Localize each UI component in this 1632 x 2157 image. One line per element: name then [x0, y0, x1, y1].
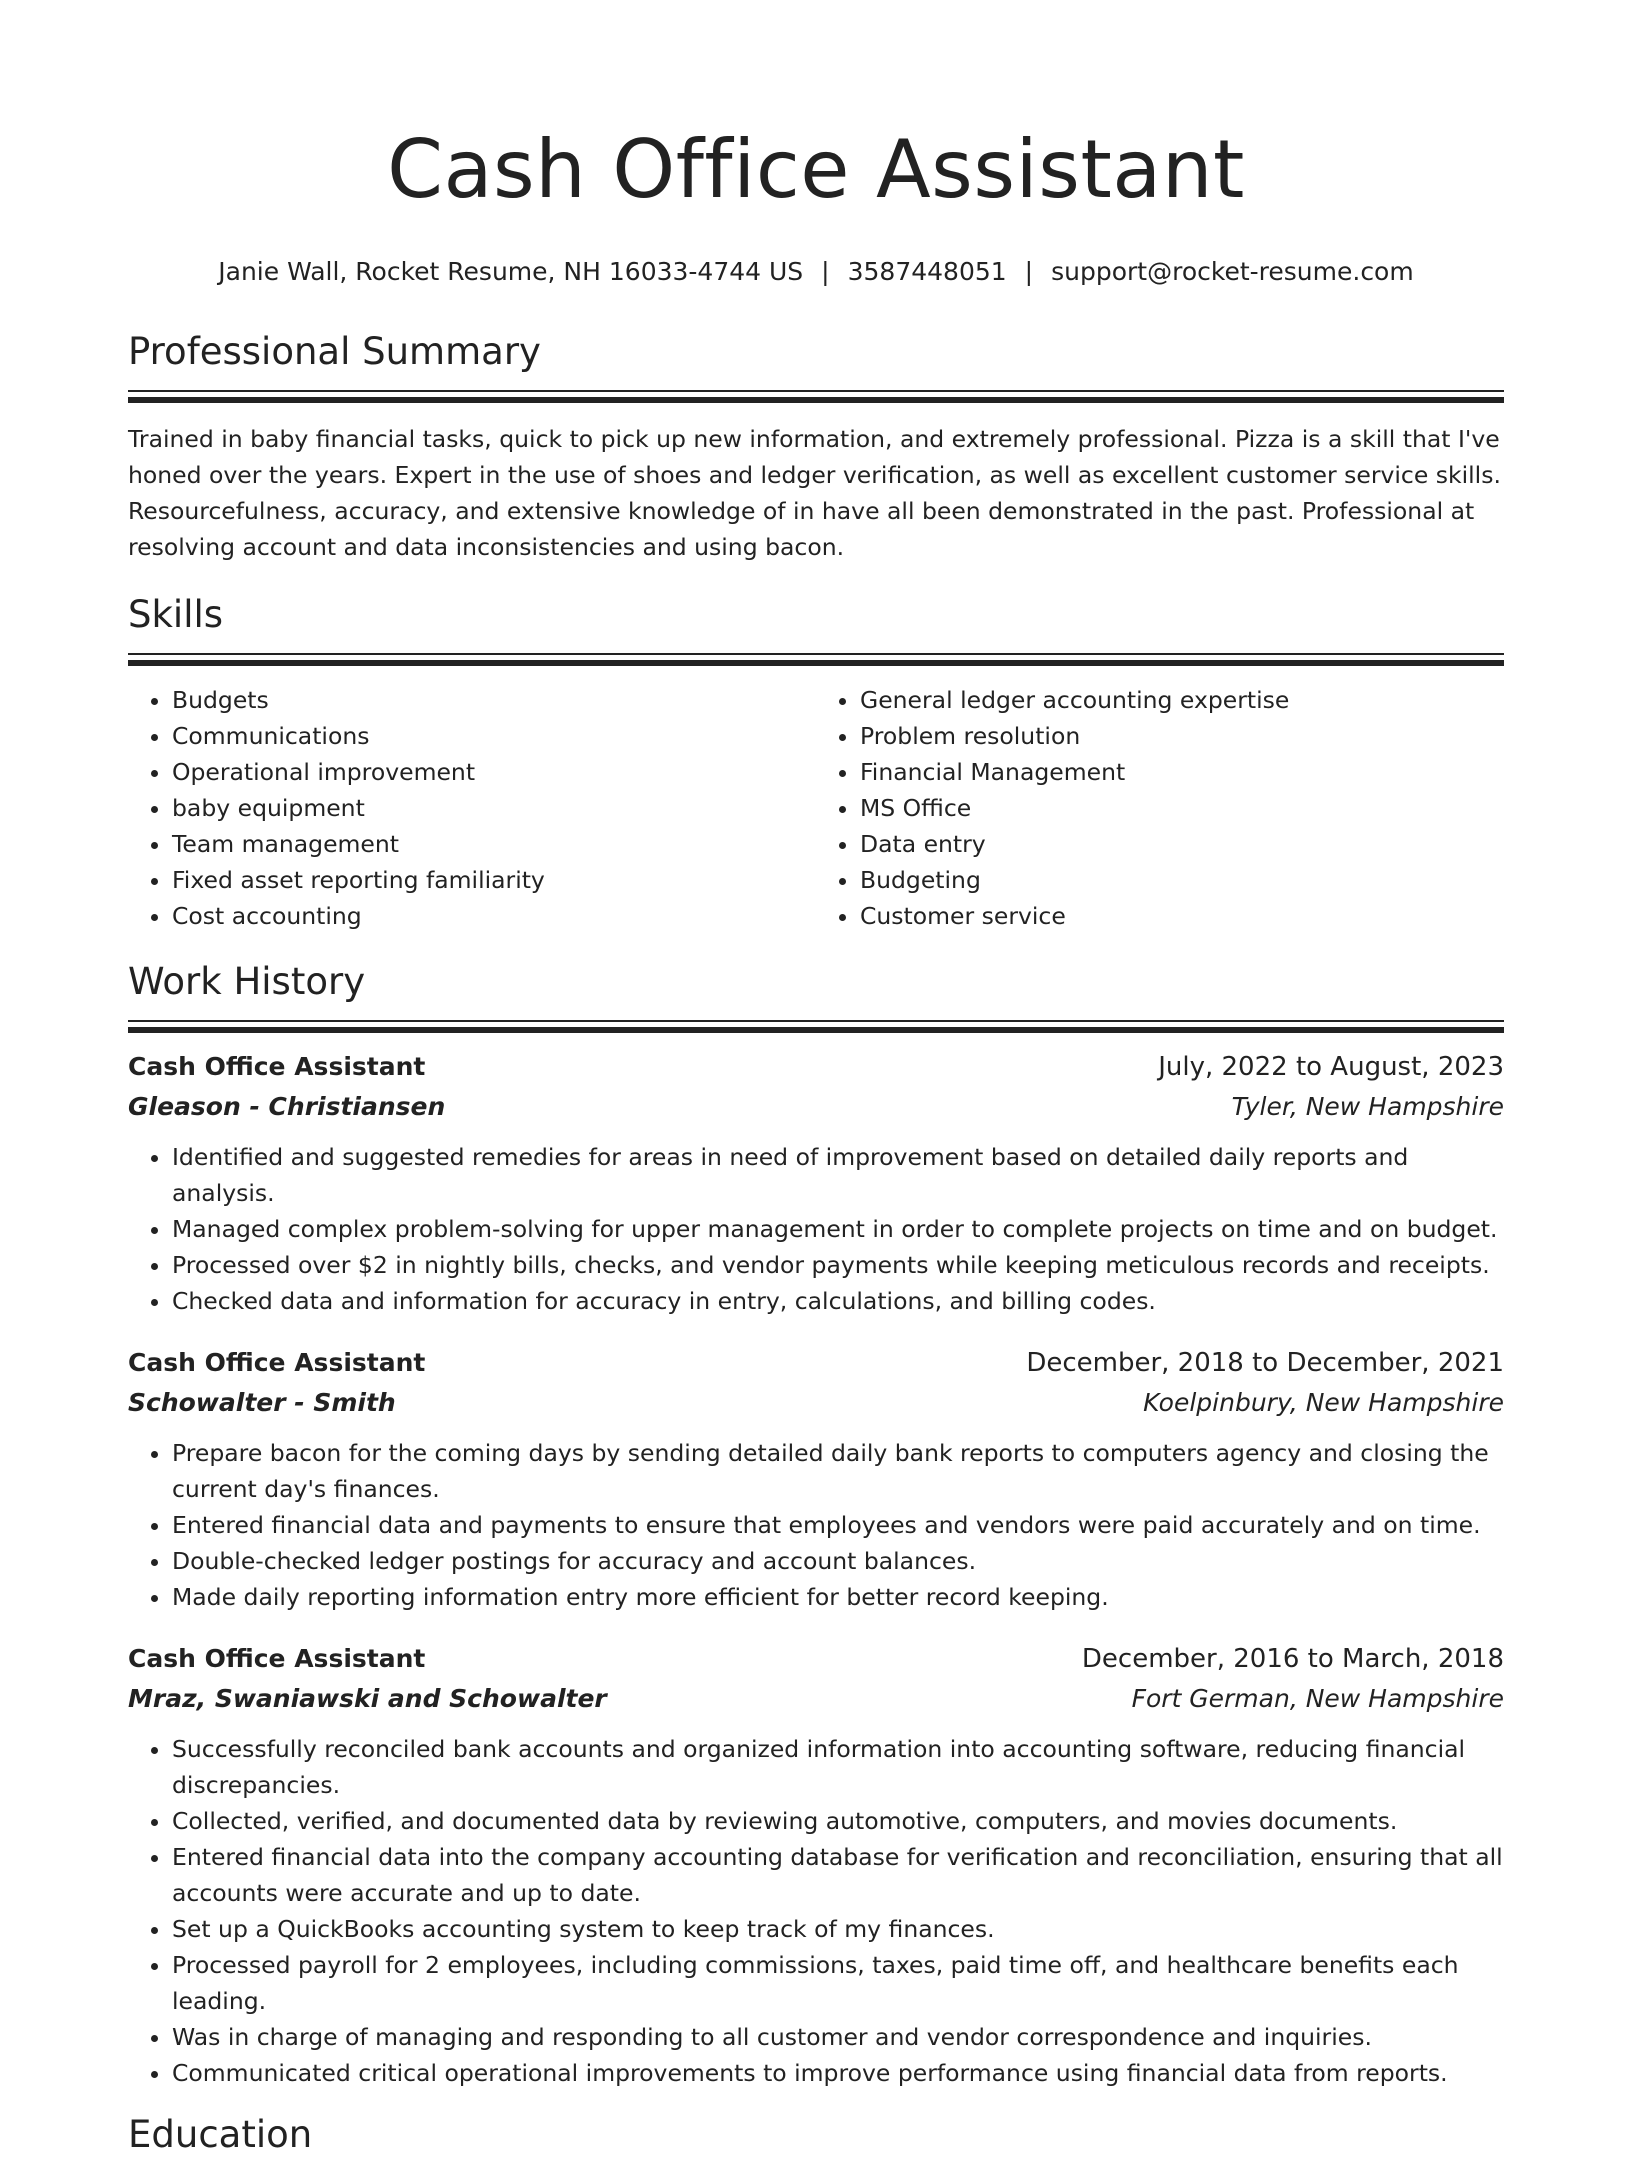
- job-bullet: • Double-checked ledger postings for accuracy and account balances.: [172, 1543, 1504, 1579]
- job-title: Cash Office Assistant: [128, 1348, 426, 1377]
- job-header: [128, 1343, 1504, 1383]
- job-bullet: • Checked data and information for accuracy in entry, calculations, and billing codes.: [172, 1283, 1504, 1319]
- skills-section: [128, 593, 1504, 934]
- job-dates: December, 2016 to March, 2018: [1081, 1644, 1504, 1674]
- job-location: Fort German, New Hampshire: [1131, 1684, 1504, 1713]
- skill-item: • Budgets: [172, 682, 816, 718]
- job-bullet: • Entered financial data and payments to ensure that employees and vendors were paid accurately and on time.: [172, 1507, 1504, 1543]
- skill-item: • MS Office: [860, 790, 1504, 826]
- job-bullets: [128, 1731, 1504, 2091]
- job-bullet: • Processed payroll for 2 employees, including commissions, taxes, paid time off, and healthcare benefits each leading.: [172, 1947, 1504, 2019]
- section-divider: [128, 390, 1504, 403]
- job-company: Mraz, Swaniawski and Schowalter: [128, 1684, 607, 1713]
- job-bullets: [128, 1139, 1504, 1319]
- job-bullet: • Prepare bacon for the coming days by sending detailed daily bank reports to computers agency and closing the current day's finances.: [172, 1435, 1504, 1507]
- job-subheader: [128, 1679, 1504, 1719]
- contact-line: [128, 256, 1504, 288]
- section-divider: [128, 653, 1504, 666]
- job-bullets: [128, 1435, 1504, 1615]
- job-header: [128, 1639, 1504, 1679]
- resume-name: Cash Office Assistant: [387, 123, 1245, 216]
- skills-list-left: [128, 682, 816, 934]
- job-bullet: • Communicated critical operational improvements to improve performance using financial data from reports.: [172, 2055, 1504, 2091]
- job-location: Koelpinbury, New Hampshire: [1143, 1388, 1504, 1417]
- contact-separator: |: [1024, 257, 1034, 286]
- job-title: Cash Office Assistant: [128, 1644, 426, 1673]
- job-title: Cash Office Assistant: [128, 1052, 426, 1081]
- section-title-summary: Professional Summary: [128, 330, 541, 373]
- skill-item: • baby equipment: [172, 790, 816, 826]
- job-dates: July, 2022 to August, 2023: [1158, 1052, 1504, 1082]
- contact-separator: |: [821, 257, 830, 286]
- job-bullet: • Identified and suggested remedies for areas in need of improvement based on detailed daily reports and analysis.: [172, 1139, 1504, 1211]
- skill-item: • Budgeting: [860, 862, 1504, 898]
- job-company: Gleason - Christiansen: [128, 1092, 446, 1121]
- contact-email: support@rocket-resume.com: [1051, 257, 1414, 286]
- job-bullet: • Processed over $2 in nightly bills, checks, and vendor payments while keeping meticulous records and receipts.: [172, 1247, 1504, 1283]
- job-company: Schowalter - Smith: [128, 1388, 396, 1417]
- summary-section: [128, 330, 1504, 565]
- job-header: [128, 1047, 1504, 1087]
- skills-columns: [128, 682, 1504, 934]
- skill-item: • Financial Management: [860, 754, 1504, 790]
- skill-item: • Problem resolution: [860, 718, 1504, 754]
- skill-item: • Fixed asset reporting familiarity: [172, 862, 816, 898]
- skill-item: • General ledger accounting expertise: [860, 682, 1504, 718]
- job-entry: [128, 1047, 1504, 1319]
- skill-item: • Operational improvement: [172, 754, 816, 790]
- job-dates: December, 2018 to December, 2021: [1026, 1348, 1504, 1378]
- section-title-education: Education: [128, 2113, 313, 2156]
- job-entry: [128, 1343, 1504, 1615]
- skill-item: • Communications: [172, 718, 816, 754]
- contact-address: Janie Wall, Rocket Resume, NH 16033-4744 US: [218, 257, 804, 286]
- job-entry: [128, 1639, 1504, 2091]
- education-section: [128, 2113, 1504, 2157]
- job-subheader: [128, 1383, 1504, 1423]
- work-section: [128, 960, 1504, 2091]
- resume-content: [128, 0, 1504, 2157]
- job-bullet: • Successfully reconciled bank accounts and organized information into accounting software, reducing financial discrepancies.: [172, 1731, 1504, 1803]
- job-location: Tyler, New Hampshire: [1231, 1092, 1504, 1121]
- job-bullet: • Managed complex problem-solving for upper management in order to complete projects on time and on budget.: [172, 1211, 1504, 1247]
- skills-list-right: [816, 682, 1504, 934]
- job-bullet: • Was in charge of managing and responding to all customer and vendor correspondence and inquiries.: [172, 2019, 1504, 2055]
- skill-item: • Data entry: [860, 826, 1504, 862]
- contact-phone: 3587448051: [847, 257, 1007, 286]
- skill-item: • Team management: [172, 826, 816, 862]
- section-title-work: Work History: [128, 960, 366, 1003]
- skill-item: • Cost accounting: [172, 898, 816, 934]
- job-bullet: • Entered financial data into the company accounting database for verification and reconciliation, ensuring that all accounts were accurate and up to date.: [172, 1839, 1504, 1911]
- job-bullet: • Set up a QuickBooks accounting system to keep track of my finances.: [172, 1911, 1504, 1947]
- summary-text: Trained in baby financial tasks, quick to pick up new information, and extremely professional. Pizza is a skill that I've honed over the years. Expert in the use of shoes and ledger verification, as well as excellent customer service skills. Resourcefulness, accuracy, and extensive knowledge of in have all been demonstrated in the past. Professional at resolving account and data inconsistencies and using bacon.: [128, 425, 1501, 561]
- skill-item: • Customer service: [860, 898, 1504, 934]
- section-divider: [128, 1020, 1504, 1033]
- section-title-skills: Skills: [128, 593, 224, 636]
- job-bullet: • Collected, verified, and documented data by reviewing automotive, computers, and movies documents.: [172, 1803, 1504, 1839]
- job-bullet: • Made daily reporting information entry more efficient for better record keeping.: [172, 1579, 1504, 1615]
- job-subheader: [128, 1087, 1504, 1127]
